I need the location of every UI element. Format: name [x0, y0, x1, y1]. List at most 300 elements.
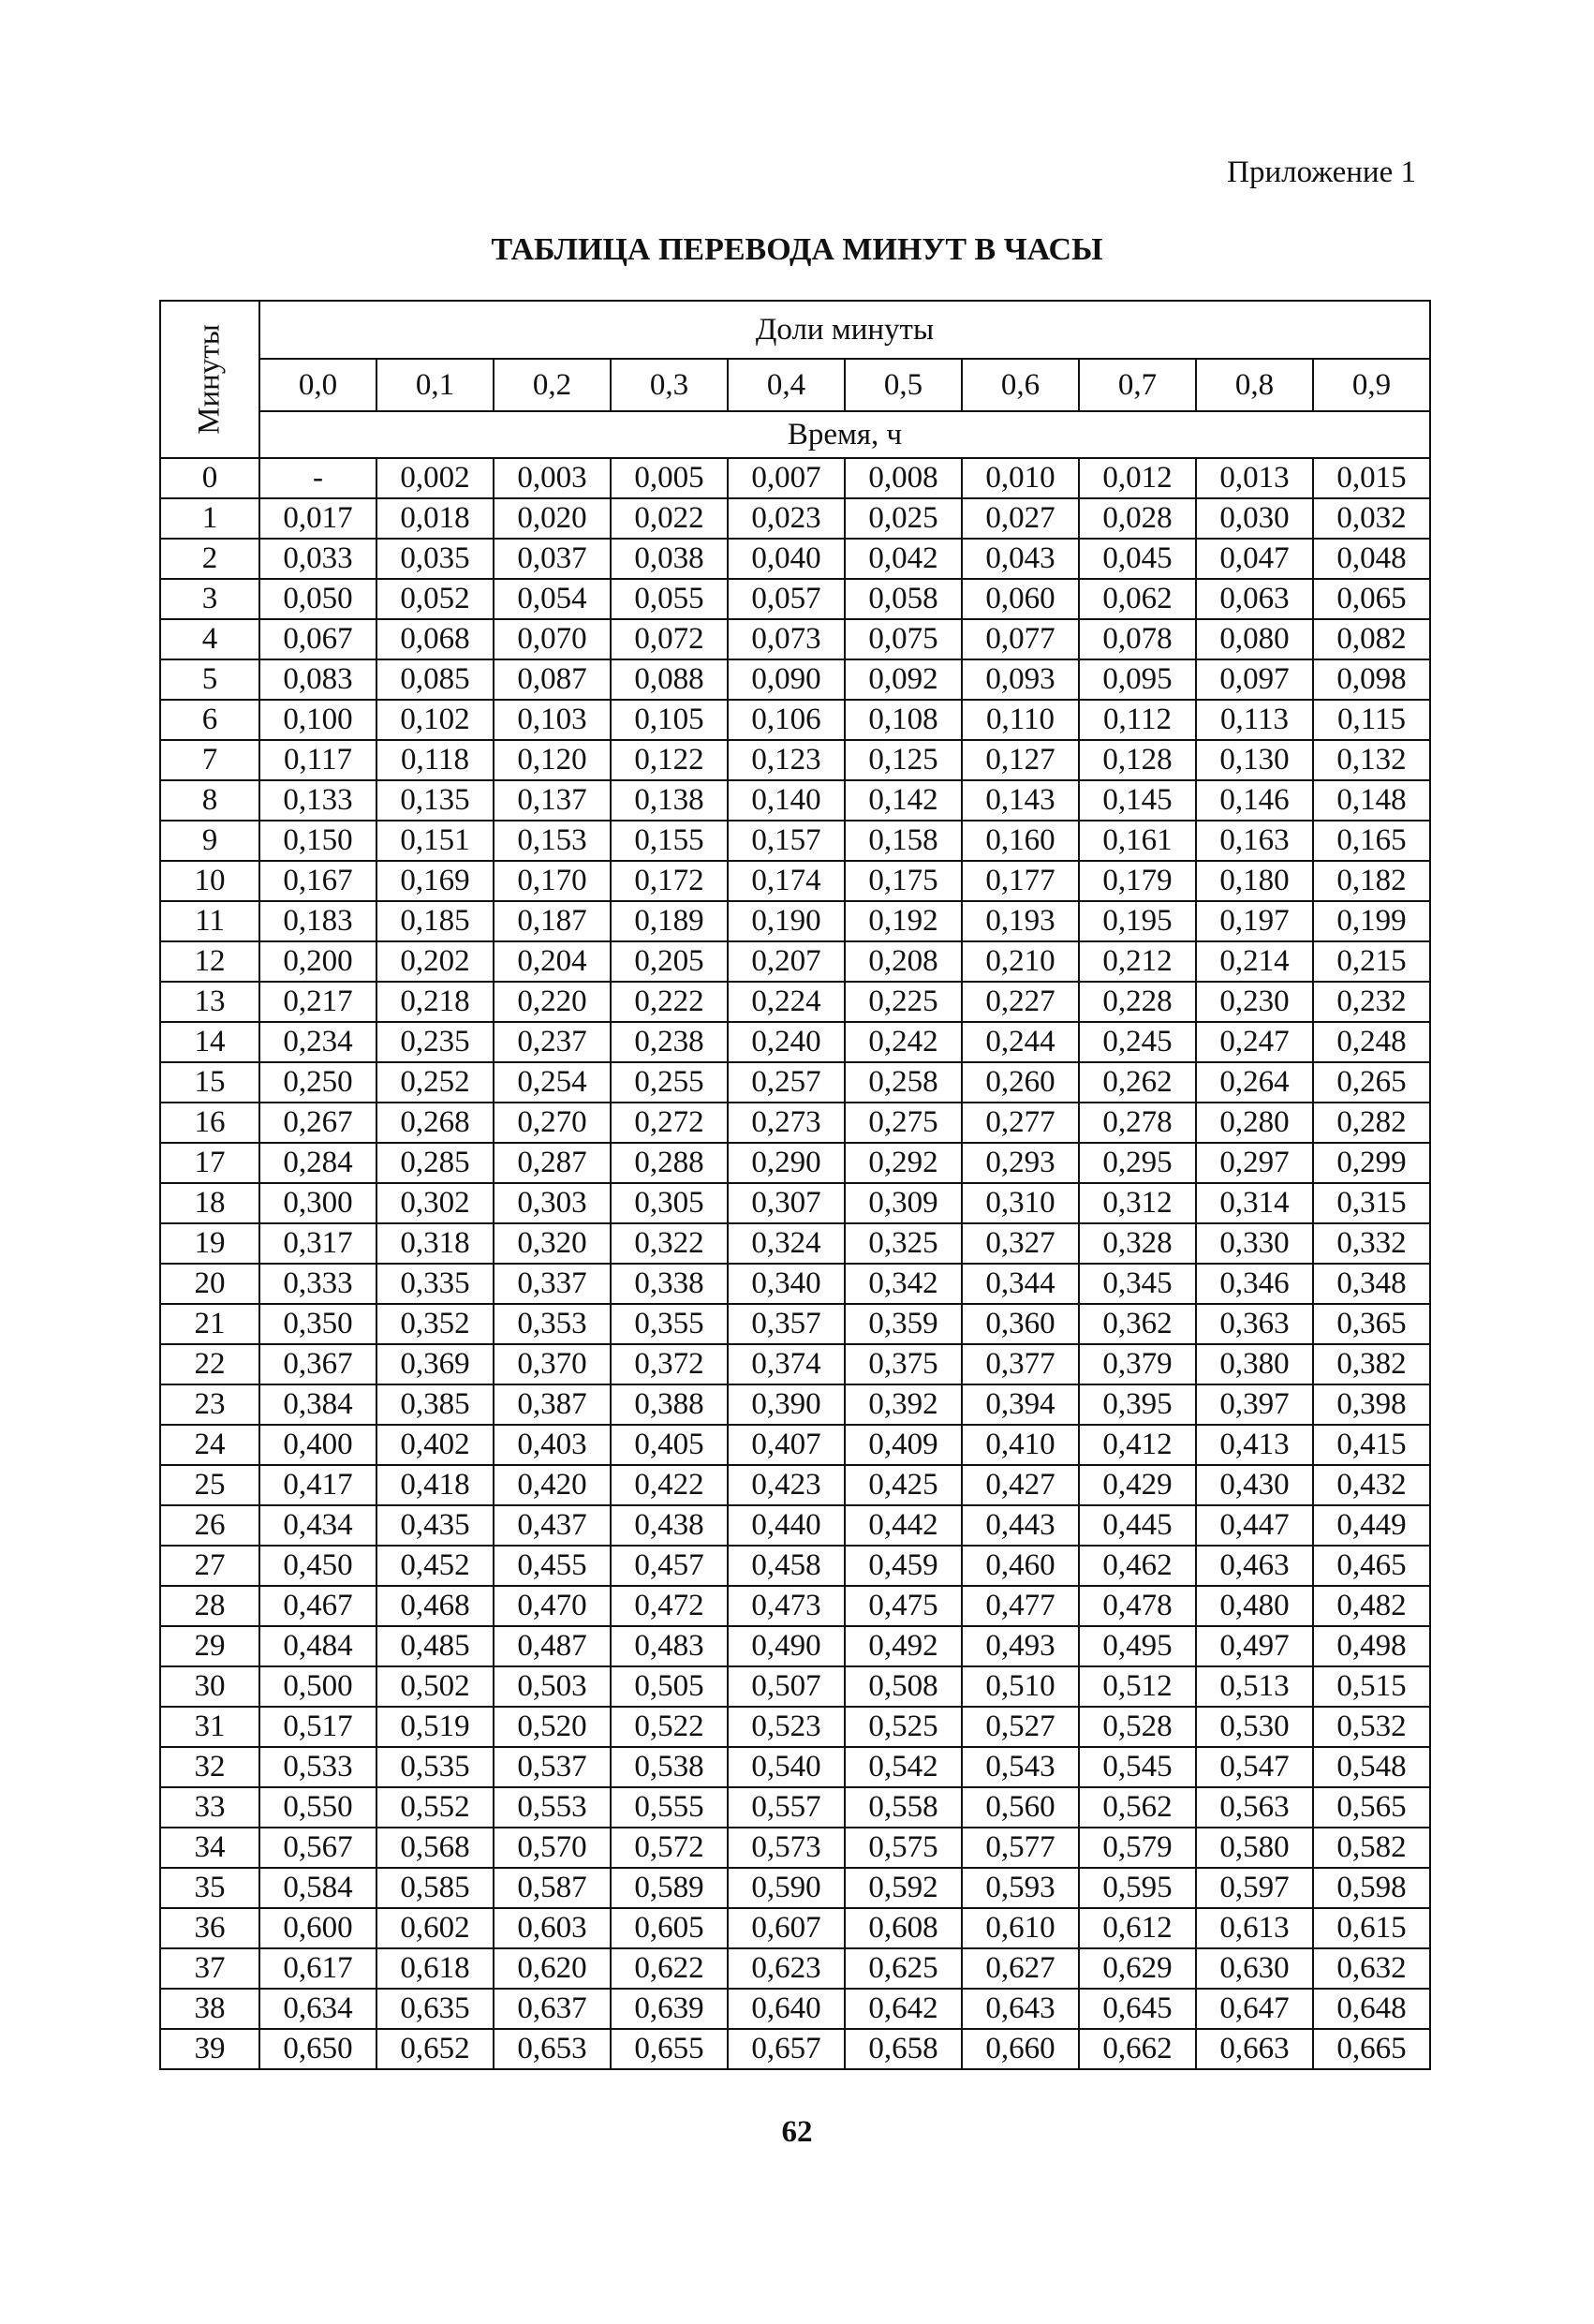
hours-value-cell: 0,260	[962, 1062, 1079, 1103]
hours-value-cell: 0,125	[845, 740, 962, 780]
hours-value-cell: 0,362	[1079, 1304, 1196, 1344]
hours-value-cell: 0,005	[611, 458, 728, 498]
hours-value-cell: 0,262	[1079, 1062, 1196, 1103]
hours-value-cell: 0,270	[494, 1103, 611, 1143]
hours-value-cell: 0,088	[611, 659, 728, 700]
hours-value-cell: 0,268	[376, 1103, 494, 1143]
hours-value-cell: 0,537	[494, 1747, 611, 1787]
hours-value-cell: 0,582	[1313, 1828, 1430, 1868]
table-row	[160, 1868, 1430, 1908]
hours-value-cell: 0,195	[1079, 901, 1196, 941]
fraction-column-header: 0,1	[376, 359, 494, 411]
hours-value-cell: 0,113	[1196, 700, 1313, 740]
hours-value-cell: 0,192	[845, 901, 962, 941]
hours-value-cell: 0,430	[1196, 1465, 1313, 1505]
hours-value-cell: 0,630	[1196, 1948, 1313, 1989]
hours-value-cell: 0,230	[1196, 982, 1313, 1022]
hours-value-cell: 0,199	[1313, 901, 1430, 941]
minute-cell: 21	[160, 1304, 259, 1344]
hours-value-cell: 0,070	[494, 619, 611, 659]
hours-value-cell: 0,517	[259, 1707, 376, 1747]
hours-value-cell: 0,398	[1313, 1384, 1430, 1425]
hours-value-cell: 0,543	[962, 1747, 1079, 1787]
hours-value-cell: 0,228	[1079, 982, 1196, 1022]
time-header-row	[160, 411, 1430, 458]
hours-value-cell: 0,155	[611, 821, 728, 861]
hours-value-cell: 0,470	[494, 1586, 611, 1626]
hours-value-cell: 0,590	[728, 1868, 845, 1908]
hours-value-cell: 0,570	[494, 1828, 611, 1868]
table-row	[160, 941, 1430, 982]
hours-value-cell: 0,530	[1196, 1707, 1313, 1747]
hours-value-cell: 0,655	[611, 2029, 728, 2069]
hours-value-cell: 0,145	[1079, 780, 1196, 821]
hours-value-cell: 0,507	[728, 1666, 845, 1707]
hours-value-cell: 0,490	[728, 1626, 845, 1666]
hours-value-cell: 0,073	[728, 619, 845, 659]
hours-value-cell: 0,150	[259, 821, 376, 861]
minute-cell: 18	[160, 1183, 259, 1223]
hours-value-cell: 0,579	[1079, 1828, 1196, 1868]
minute-cell: 23	[160, 1384, 259, 1425]
hours-value-cell: 0,348	[1313, 1264, 1430, 1304]
hours-value-cell: 0,652	[376, 2029, 494, 2069]
hours-value-cell: 0,106	[728, 700, 845, 740]
hours-value-cell: 0,117	[259, 740, 376, 780]
hours-value-cell: 0,352	[376, 1304, 494, 1344]
hours-value-cell: 0,060	[962, 579, 1079, 619]
minutes-header: Минуты	[192, 324, 227, 435]
hours-value-cell: 0,085	[376, 659, 494, 700]
hours-value-cell: 0,610	[962, 1908, 1079, 1948]
hours-value-cell: 0,482	[1313, 1586, 1430, 1626]
hours-value-cell: 0,577	[962, 1828, 1079, 1868]
hours-value-cell: 0,483	[611, 1626, 728, 1666]
hours-value-cell: 0,177	[962, 861, 1079, 901]
hours-value-cell: 0,003	[494, 458, 611, 498]
hours-value-cell: 0,189	[611, 901, 728, 941]
hours-value-cell: 0,522	[611, 1707, 728, 1747]
hours-value-cell: 0,235	[376, 1022, 494, 1062]
hours-value-cell: 0,108	[845, 700, 962, 740]
hours-value-cell: 0,584	[259, 1868, 376, 1908]
hours-value-cell: 0,427	[962, 1465, 1079, 1505]
hours-value-cell: 0,242	[845, 1022, 962, 1062]
minute-cell: 8	[160, 780, 259, 821]
hours-value-cell: 0,043	[962, 539, 1079, 579]
hours-value-cell: 0,222	[611, 982, 728, 1022]
hours-value-cell: 0,375	[845, 1344, 962, 1384]
hours-value-cell: 0,567	[259, 1828, 376, 1868]
hours-value-cell: 0,102	[376, 700, 494, 740]
minute-cell: 38	[160, 1989, 259, 2029]
hours-value-cell: 0,314	[1196, 1183, 1313, 1223]
table-row	[160, 1384, 1430, 1425]
hours-value-cell: 0,372	[611, 1344, 728, 1384]
hours-value-cell: 0,302	[376, 1183, 494, 1223]
hours-value-cell: 0,327	[962, 1223, 1079, 1264]
hours-value-cell: 0,161	[1079, 821, 1196, 861]
hours-value-cell: 0,272	[611, 1103, 728, 1143]
minute-cell: 28	[160, 1586, 259, 1626]
hours-value-cell: 0,485	[376, 1626, 494, 1666]
minute-cell: 30	[160, 1666, 259, 1707]
hours-value-cell: 0,568	[376, 1828, 494, 1868]
hours-value-cell: 0,337	[494, 1264, 611, 1304]
table-row	[160, 539, 1430, 579]
hours-value-cell: 0,030	[1196, 498, 1313, 539]
hours-value-cell: 0,324	[728, 1223, 845, 1264]
minute-cell: 39	[160, 2029, 259, 2069]
hours-value-cell: 0,565	[1313, 1787, 1430, 1828]
minute-cell: 13	[160, 982, 259, 1022]
hours-value-cell: 0,617	[259, 1948, 376, 1989]
minute-cell: 1	[160, 498, 259, 539]
hours-value-cell: 0,403	[494, 1425, 611, 1465]
hours-value-cell: 0,385	[376, 1384, 494, 1425]
hours-value-cell: 0,027	[962, 498, 1079, 539]
hours-value-cell: 0,300	[259, 1183, 376, 1223]
hours-value-cell: 0,083	[259, 659, 376, 700]
hours-value-cell: 0,663	[1196, 2029, 1313, 2069]
hours-value-cell: 0,075	[845, 619, 962, 659]
hours-value-cell: 0,340	[728, 1264, 845, 1304]
hours-value-cell: 0,322	[611, 1223, 728, 1264]
hours-value-cell: 0,275	[845, 1103, 962, 1143]
minute-cell: 19	[160, 1223, 259, 1264]
hours-value-cell: 0,382	[1313, 1344, 1430, 1384]
hours-value-cell: 0,325	[845, 1223, 962, 1264]
hours-value-cell: 0,603	[494, 1908, 611, 1948]
hours-value-cell: 0,552	[376, 1787, 494, 1828]
hours-value-cell: 0,493	[962, 1626, 1079, 1666]
hours-value-cell: 0,390	[728, 1384, 845, 1425]
table-row	[160, 1666, 1430, 1707]
hours-value-cell: 0,038	[611, 539, 728, 579]
hours-value-cell: 0,637	[494, 1989, 611, 2029]
hours-value-cell: 0,492	[845, 1626, 962, 1666]
hours-value-cell: 0,593	[962, 1868, 1079, 1908]
hours-value-cell: 0,562	[1079, 1787, 1196, 1828]
hours-value-cell: 0,463	[1196, 1546, 1313, 1586]
hours-value-cell: 0,402	[376, 1425, 494, 1465]
table-row	[160, 1505, 1430, 1546]
hours-value-cell: 0,297	[1196, 1143, 1313, 1183]
fractions-header-row	[160, 301, 1430, 359]
hours-value-cell: 0,175	[845, 861, 962, 901]
hours-value-cell: 0,502	[376, 1666, 494, 1707]
fraction-column-header: 0,5	[845, 359, 962, 411]
hours-value-cell: 0,215	[1313, 941, 1430, 982]
table-row	[160, 1908, 1430, 1948]
hours-value-cell: 0,160	[962, 821, 1079, 861]
hours-value-cell: 0,067	[259, 619, 376, 659]
hours-value-cell: 0,310	[962, 1183, 1079, 1223]
hours-value-cell: 0,420	[494, 1465, 611, 1505]
hours-value-cell: 0,017	[259, 498, 376, 539]
hours-value-cell: 0,472	[611, 1586, 728, 1626]
hours-value-cell: 0,512	[1079, 1666, 1196, 1707]
hours-value-cell: 0,143	[962, 780, 1079, 821]
table-row	[160, 700, 1430, 740]
hours-value-cell: 0,207	[728, 941, 845, 982]
hours-value-cell: 0,473	[728, 1586, 845, 1626]
hours-value-cell: 0,179	[1079, 861, 1196, 901]
hours-value-cell: 0,105	[611, 700, 728, 740]
minute-cell: 32	[160, 1747, 259, 1787]
hours-value-cell: 0,437	[494, 1505, 611, 1546]
hours-value-cell: 0,600	[259, 1908, 376, 1948]
hours-value-cell: 0,377	[962, 1344, 1079, 1384]
hours-value-cell: 0,452	[376, 1546, 494, 1586]
hours-value-cell: 0,585	[376, 1868, 494, 1908]
hours-value-cell: 0,254	[494, 1062, 611, 1103]
hours-value-cell: 0,097	[1196, 659, 1313, 700]
hours-value-cell: 0,055	[611, 579, 728, 619]
hours-value-cell: 0,592	[845, 1868, 962, 1908]
hours-value-cell: 0,658	[845, 2029, 962, 2069]
hours-value-cell: 0,123	[728, 740, 845, 780]
hours-value-cell: 0,127	[962, 740, 1079, 780]
hours-value-cell: 0,560	[962, 1787, 1079, 1828]
hours-value-cell: 0,214	[1196, 941, 1313, 982]
hours-value-cell: 0,142	[845, 780, 962, 821]
hours-value-cell: 0,632	[1313, 1948, 1430, 1989]
hours-value-cell: 0,388	[611, 1384, 728, 1425]
hours-value-cell: 0,380	[1196, 1344, 1313, 1384]
minute-cell: 12	[160, 941, 259, 982]
minute-cell: 11	[160, 901, 259, 941]
minute-cell: 29	[160, 1626, 259, 1666]
hours-value-cell: 0,457	[611, 1546, 728, 1586]
hours-value-cell: 0,140	[728, 780, 845, 821]
hours-value-cell: 0,240	[728, 1022, 845, 1062]
hours-value-cell: 0,519	[376, 1707, 494, 1747]
hours-value-cell: 0,478	[1079, 1586, 1196, 1626]
hours-value-cell: 0,563	[1196, 1787, 1313, 1828]
hours-value-cell: 0,615	[1313, 1908, 1430, 1948]
hours-value-cell: 0,264	[1196, 1062, 1313, 1103]
hours-value-cell: 0,555	[611, 1787, 728, 1828]
minute-cell: 25	[160, 1465, 259, 1505]
hours-value-cell: 0,295	[1079, 1143, 1196, 1183]
hours-value-cell: 0,163	[1196, 821, 1313, 861]
hours-value-cell: 0,445	[1079, 1505, 1196, 1546]
hours-value-cell: 0,484	[259, 1626, 376, 1666]
hours-value-cell: 0,151	[376, 821, 494, 861]
fraction-column-header: 0,0	[259, 359, 376, 411]
hours-value-cell: 0,547	[1196, 1747, 1313, 1787]
table-row	[160, 2029, 1430, 2069]
hours-value-cell: 0,328	[1079, 1223, 1196, 1264]
hours-value-cell: 0,459	[845, 1546, 962, 1586]
minute-cell: 9	[160, 821, 259, 861]
fraction-column-header: 0,8	[1196, 359, 1313, 411]
fraction-column-header: 0,3	[611, 359, 728, 411]
hours-value-cell: 0,208	[845, 941, 962, 982]
hours-value-cell: 0,072	[611, 619, 728, 659]
hours-value-cell: 0,158	[845, 821, 962, 861]
hours-value-cell: 0,508	[845, 1666, 962, 1707]
hours-value-cell: 0,058	[845, 579, 962, 619]
hours-value-cell: 0,595	[1079, 1868, 1196, 1908]
hours-value-cell: 0,225	[845, 982, 962, 1022]
hours-value-cell: 0,359	[845, 1304, 962, 1344]
hours-value-cell: 0,267	[259, 1103, 376, 1143]
hours-value-cell: 0,360	[962, 1304, 1079, 1344]
hours-value-cell: 0,346	[1196, 1264, 1313, 1304]
hours-value-cell: 0,062	[1079, 579, 1196, 619]
hours-value-cell: 0,618	[376, 1948, 494, 1989]
hours-value-cell: 0,220	[494, 982, 611, 1022]
minute-cell: 27	[160, 1546, 259, 1586]
hours-value-cell: 0,332	[1313, 1223, 1430, 1264]
hours-value-cell: 0,443	[962, 1505, 1079, 1546]
hours-value-cell: 0,572	[611, 1828, 728, 1868]
hours-value-cell: 0,002	[376, 458, 494, 498]
conversion-table-body	[160, 301, 1430, 2069]
hours-value-cell: 0,528	[1079, 1707, 1196, 1747]
hours-value-cell: 0,435	[376, 1505, 494, 1546]
hours-value-cell: 0,148	[1313, 780, 1430, 821]
hours-value-cell: 0,415	[1313, 1425, 1430, 1465]
hours-value-cell: 0,015	[1313, 458, 1430, 498]
minute-cell: 34	[160, 1828, 259, 1868]
hours-value-cell: 0,037	[494, 539, 611, 579]
hours-value-cell: 0,643	[962, 1989, 1079, 2029]
hours-value-cell: 0,432	[1313, 1465, 1430, 1505]
hours-value-cell: 0,320	[494, 1223, 611, 1264]
minute-cell: 24	[160, 1425, 259, 1465]
hours-value-cell: 0,409	[845, 1425, 962, 1465]
hours-value-cell: 0,008	[845, 458, 962, 498]
hours-value-cell: 0,065	[1313, 579, 1430, 619]
hours-value-cell: 0,475	[845, 1586, 962, 1626]
hours-value-cell: 0,193	[962, 901, 1079, 941]
hours-value-cell: -	[259, 458, 376, 498]
hours-value-cell: 0,023	[728, 498, 845, 539]
hours-value-cell: 0,350	[259, 1304, 376, 1344]
hours-value-cell: 0,344	[962, 1264, 1079, 1304]
hours-value-cell: 0,277	[962, 1103, 1079, 1143]
fraction-columns-row	[160, 359, 1430, 411]
hours-value-cell: 0,458	[728, 1546, 845, 1586]
hours-value-cell: 0,357	[728, 1304, 845, 1344]
hours-value-cell: 0,400	[259, 1425, 376, 1465]
hours-value-cell: 0,095	[1079, 659, 1196, 700]
hours-value-cell: 0,627	[962, 1948, 1079, 1989]
hours-value-cell: 0,204	[494, 941, 611, 982]
hours-value-cell: 0,379	[1079, 1344, 1196, 1384]
hours-value-cell: 0,265	[1313, 1062, 1430, 1103]
table-row	[160, 1465, 1430, 1505]
hours-value-cell: 0,545	[1079, 1747, 1196, 1787]
hours-value-cell: 0,130	[1196, 740, 1313, 780]
hours-value-cell: 0,290	[728, 1143, 845, 1183]
minute-cell: 26	[160, 1505, 259, 1546]
hours-value-cell: 0,333	[259, 1264, 376, 1304]
hours-value-cell: 0,054	[494, 579, 611, 619]
hours-value-cell: 0,429	[1079, 1465, 1196, 1505]
hours-value-cell: 0,513	[1196, 1666, 1313, 1707]
hours-value-cell: 0,285	[376, 1143, 494, 1183]
hours-value-cell: 0,625	[845, 1948, 962, 1989]
hours-value-cell: 0,465	[1313, 1546, 1430, 1586]
hours-value-cell: 0,392	[845, 1384, 962, 1425]
minute-cell: 17	[160, 1143, 259, 1183]
hours-value-cell: 0,183	[259, 901, 376, 941]
hours-value-cell: 0,558	[845, 1787, 962, 1828]
hours-value-cell: 0,384	[259, 1384, 376, 1425]
hours-value-cell: 0,210	[962, 941, 1079, 982]
hours-value-cell: 0,498	[1313, 1626, 1430, 1666]
hours-value-cell: 0,244	[962, 1022, 1079, 1062]
minute-cell: 35	[160, 1868, 259, 1908]
hours-value-cell: 0,527	[962, 1707, 1079, 1747]
hours-value-cell: 0,187	[494, 901, 611, 941]
hours-value-cell: 0,602	[376, 1908, 494, 1948]
minute-cell: 16	[160, 1103, 259, 1143]
hours-value-cell: 0,180	[1196, 861, 1313, 901]
table-row	[160, 1425, 1430, 1465]
hours-value-cell: 0,425	[845, 1465, 962, 1505]
hours-value-cell: 0,098	[1313, 659, 1430, 700]
hours-value-cell: 0,468	[376, 1586, 494, 1626]
hours-value-cell: 0,007	[728, 458, 845, 498]
hours-value-cell: 0,387	[494, 1384, 611, 1425]
hours-value-cell: 0,112	[1079, 700, 1196, 740]
minute-cell: 2	[160, 539, 259, 579]
hours-value-cell: 0,557	[728, 1787, 845, 1828]
minute-cell: 7	[160, 740, 259, 780]
hours-value-cell: 0,118	[376, 740, 494, 780]
hours-value-cell: 0,657	[728, 2029, 845, 2069]
hours-value-cell: 0,477	[962, 1586, 1079, 1626]
minute-cell: 37	[160, 1948, 259, 1989]
hours-value-cell: 0,622	[611, 1948, 728, 1989]
hours-value-cell: 0,255	[611, 1062, 728, 1103]
hours-value-cell: 0,172	[611, 861, 728, 901]
table-row	[160, 1707, 1430, 1747]
fraction-column-header: 0,9	[1313, 359, 1430, 411]
hours-value-cell: 0,205	[611, 941, 728, 982]
fraction-column-header: 0,4	[728, 359, 845, 411]
hours-value-cell: 0,413	[1196, 1425, 1313, 1465]
table-row	[160, 1143, 1430, 1183]
hours-value-cell: 0,532	[1313, 1707, 1430, 1747]
hours-value-cell: 0,634	[259, 1989, 376, 2029]
hours-value-cell: 0,018	[376, 498, 494, 539]
hours-value-cell: 0,287	[494, 1143, 611, 1183]
hours-value-cell: 0,438	[611, 1505, 728, 1546]
table-row	[160, 1546, 1430, 1586]
hours-value-cell: 0,137	[494, 780, 611, 821]
hours-value-cell: 0,138	[611, 780, 728, 821]
hours-value-cell: 0,047	[1196, 539, 1313, 579]
hours-value-cell: 0,299	[1313, 1143, 1430, 1183]
hours-value-cell: 0,575	[845, 1828, 962, 1868]
hours-value-cell: 0,238	[611, 1022, 728, 1062]
hours-value-cell: 0,497	[1196, 1626, 1313, 1666]
hours-value-cell: 0,032	[1313, 498, 1430, 539]
hours-value-cell: 0,553	[494, 1787, 611, 1828]
hours-value-cell: 0,648	[1313, 1989, 1430, 2029]
hours-value-cell: 0,040	[728, 539, 845, 579]
hours-value-cell: 0,303	[494, 1183, 611, 1223]
hours-value-cell: 0,405	[611, 1425, 728, 1465]
hours-value-cell: 0,525	[845, 1707, 962, 1747]
hours-value-cell: 0,342	[845, 1264, 962, 1304]
